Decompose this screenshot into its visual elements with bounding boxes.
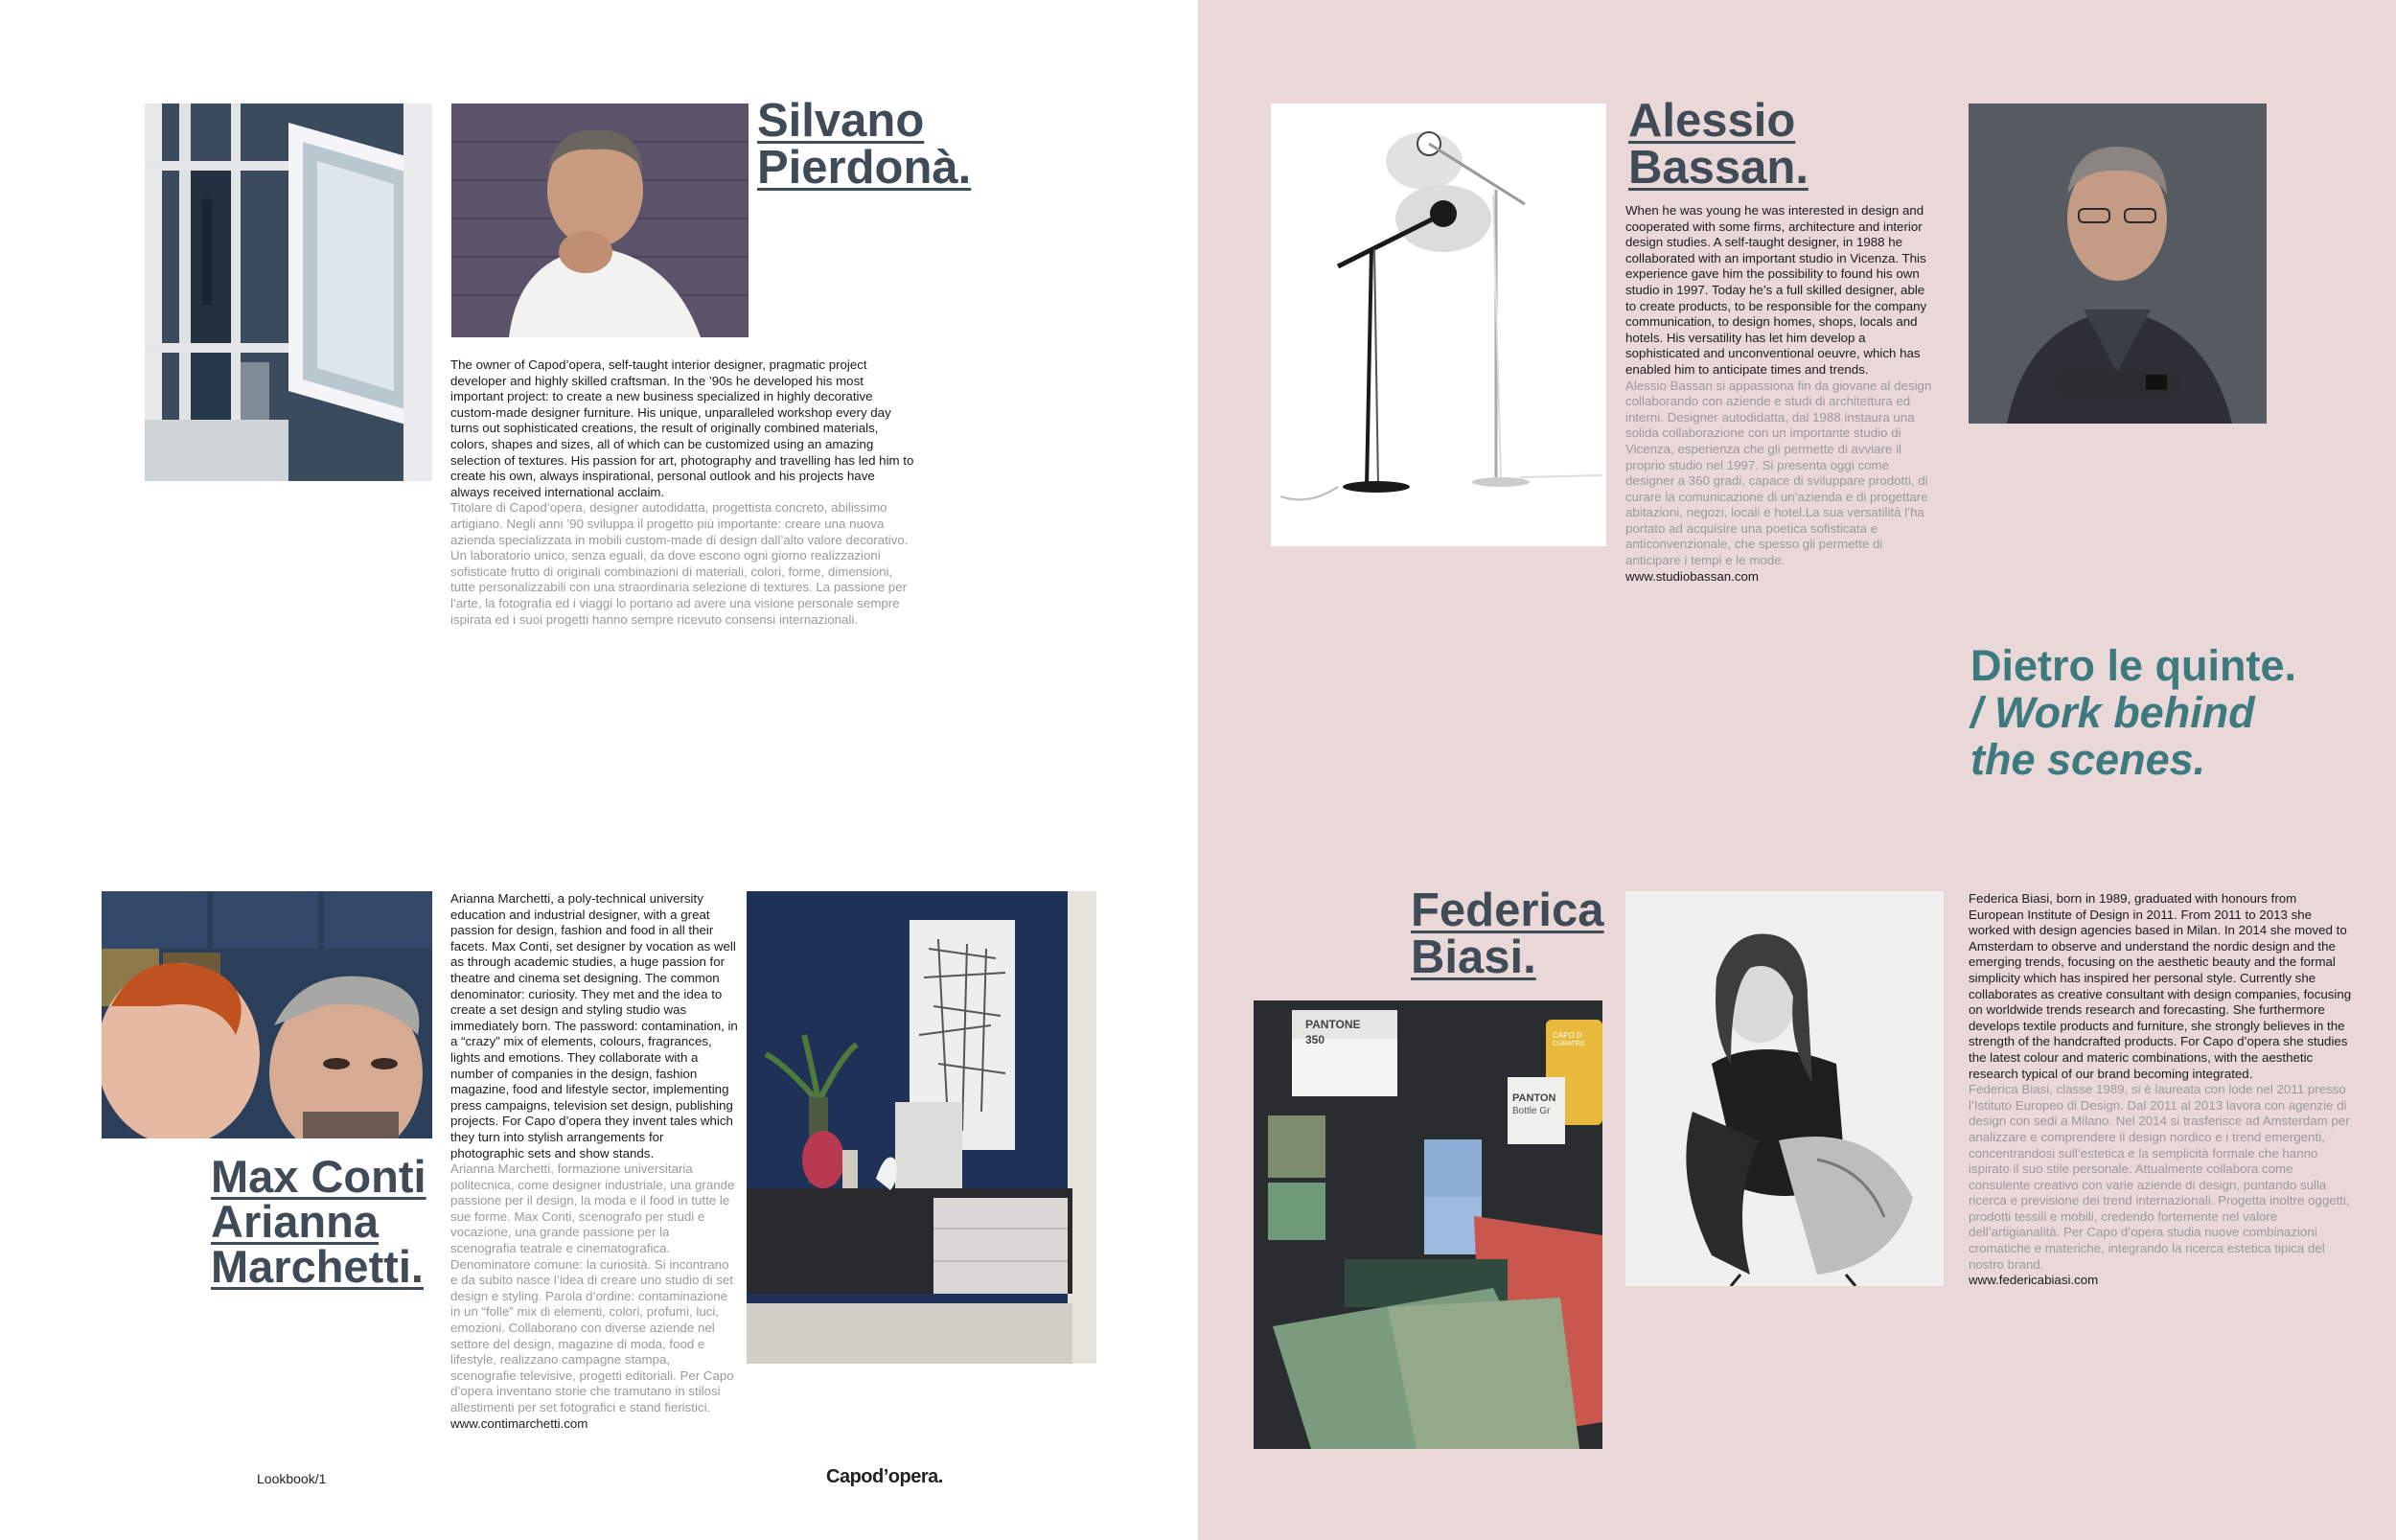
swatch-label-bottle: Bottle Gr (1512, 1106, 1551, 1116)
lamp-sketch-photo (1271, 103, 1606, 546)
silvano-bio (450, 357, 914, 628)
conti-bio-it: Arianna Marchetti, formazione universitaria politecnica, come designer industriale, una grande passione per il design, la moda e il food in tutte le sue forme. Max Conti, scenografo per studi e vocazione, una grande passione per la scenografia teatrale e cinematografica. Denominatore comune: la curiosità. Si incontrano e da subito nasce l’idea di creare uno studio di set design e styling. Parola d’ordine: contaminazione in un “folle” mix di elementi, colori, profumi, luci, emozioni. Collaborano con diverse aziende nel settore del design, magazine di moda, food e lifestyle, realizzano campagne stampa, scenografie televisive, progetti editoriali. Per Capo d’opera inventano storie che tramutano in stilosi allestimenti per set fotografici e stand fieristici. (450, 1161, 735, 1414)
footer-page-label: Lookbook/1 (257, 1471, 327, 1486)
capodopera-logo: Capod’opera. (826, 1466, 943, 1487)
biasi-name (1411, 887, 1604, 981)
headline-english-2: the scenes. (1970, 735, 2206, 784)
bassan-bio-it: Alessio Bassan si appassiona fin da giovane al design collaborando con aziende e studi di architettura ed interni. Designer autodidatta, dal 1988 instaura una solida collaborazione con un importante studio di Vicenza, esperienza che gli permette di avviare il proprio studio nel 1997. Si presenta oggi come designer a 360 gradi, capace di sviluppare prodotti, di curare la comunicazione di un’azienda e di progettare abitazioni, negozi, locali e hotel.La sua versatilità l’ha portato ad acquisire una poetica sofisticata e anticonvenzionale, che spesso gli permette di anticipare i tempi e le mode. (1625, 378, 1932, 568)
conti-marchetti-bio (450, 891, 738, 1432)
biasi-bio (1969, 891, 2352, 1289)
bassan-portrait-photo (1969, 103, 2267, 424)
biasi-name-line-2: Biasi. (1411, 931, 1536, 983)
conti-name-line-1: Max Conti (211, 1151, 426, 1202)
bassan-bio (1625, 203, 1938, 585)
biasi-website[interactable]: www.federicabiasi.com (1969, 1273, 2099, 1288)
silvano-bio-en: The owner of Capod’opera, self-taught interior designer, pragmatic project developer and highly skilled craftsman. In the ’90s he developed his most important project: to create a new business specialized in highly decorative custom-made designer furniture. His unique, unparalleled workshop every day turns out sophisticated creations, the result of originally combined materials, colors, shapes and sizes, all of which can be customized using an amazing selection of textures. His passion for art, photography and travelling has led him to create his own, always inspirational, personal outlook and his projects have always received international acclaim. (450, 357, 914, 499)
silvano-name-line-2: Pierdonà. (757, 142, 972, 194)
color-swatches-photo (1254, 1000, 1602, 1449)
right-page (1198, 0, 2396, 1540)
biasi-name-line-1: Federica (1411, 885, 1604, 936)
bassan-name (1628, 95, 1809, 194)
conti-name-line-2: Arianna (211, 1196, 379, 1247)
bassan-name-line-1: Alessio (1628, 95, 1796, 147)
headline-english-1: / Work behind (1970, 688, 2255, 737)
swatch-label-panton: PANTON (1512, 1092, 1556, 1104)
bassan-website[interactable]: www.studiobassan.com (1625, 568, 1759, 584)
headline-italian: Dietro le quinte. (1970, 641, 2297, 690)
bassan-name-line-2: Bassan. (1628, 142, 1809, 194)
swatch-label-curated: CURATED (1553, 1041, 1585, 1047)
conti-bio-en: Arianna Marchetti, a poly-technical university education and industrial designer, with a great passion for design, fashion and food in all their facets. Max Conti, set designer by vocation as well as through academic studies, a huge passion for theatre and cinema set designing. The common denominator: curiosity. They met and the idea to create a set design and styling studio was immediately born. The password: contamination, in a “crazy” mix of elements, colours, fragrances, lights and emotions. They collaborate with a number of companies in the design, fashion magazine, food and lifestyle sector, implementing press campaigns, television set design, publishing projects. For Capo d’opera they invent tales which they turn into stylish arrangements for photographic sets and show stands. (450, 891, 738, 1161)
silvano-portrait-photo (451, 103, 749, 337)
biasi-portrait-photo (1625, 891, 1944, 1286)
bassan-bio-en: When he was young he was interested in design and cooperated with some firms, architecture and interior design studies. A self-taught designer, in 1988 he collaborated with an important studio in Vicenza. This experience gave him the possibility to found his own studio in 1997. Today he’s a full skilled designer, able to create products, to be responsible for the company communication, to design homes, shops, locals and hotels. His versatility has let him develop a sophisticated and unconventional oeuvre, which has enabled him to anticipate times and trends. (1625, 203, 1927, 377)
conti-name-line-3: Marchetti. (211, 1241, 424, 1292)
biasi-bio-en: Federica Biasi, born in 1989, graduated with honours from European Institute of Design in 2011. From 2011 to 2013 she worked with design agencies based in Milan. In 2014 she moved to Amsterdam to observe and understand the nordic design and the emerging trends, focusing on the aesthetic beauty and the formal simplicity which has inspired her personal style. Currently she collaborates as creative consultant with design companies, focusing on worldwide trends research and forecasting. She furthermore develops textile products and furniture, she strongly believes in the strength of the handcrafted products. For Capo d’opera she studies the latest colour and materic combinations, with the aesthetic research typical of our brand becoming integrated. (1969, 891, 2352, 1081)
swatch-label-pantone: PANTONE (1305, 1018, 1361, 1031)
silvano-name (757, 95, 972, 194)
silvano-bio-it: Titolare di Capod’opera, designer autodidatta, progettista concreto, abilissimo artigiano. Negli anni ’90 sviluppa il progetto più importante: creare una nuova azienda specializzata in mobili custom-made di design dall’alto valore decorativo. Un laboratorio unico, senza eguali, da dove escono ogni giorno realizzazioni sofisticate frutto di originali combinazioni di materiali, colori, forme, dimensioni, tutte personalizzabili con una straordinaria selezione di textures. La passione per l’arte, la fotografia ed i viaggi lo portano ad avere una visione personale sempre ispirata ed i suoi progetti hanno sempre ricevuto consensi internazionali. (450, 500, 909, 627)
swatch-label-350: 350 (1305, 1033, 1325, 1046)
conti-marchetti-selfie-photo (102, 891, 432, 1138)
section-headline (1970, 642, 2373, 783)
sideboard-set-photo (747, 891, 1096, 1364)
interior-cabinet-photo (145, 103, 432, 481)
conti-marchetti-name (211, 1151, 426, 1292)
conti-website[interactable]: www.contimarchetti.com (450, 1415, 588, 1431)
swatch-label-capo: CAPO D (1553, 1031, 1582, 1040)
biasi-bio-it: Federica Biasi, classe 1989, si è laureata con lode nel 2011 presso l’Istituto Europeo di Design. Dal 2011 al 2013 lavora con agenzie di design con sedi a Milano. Nel 2014 si trasferisce ad Amsterdam per analizzare e comprendere il design nordico e i trend emergenti, concentrandosi sull’estetica e la semplicità formale che hanno ispirato il suo stile personale. Attualmente collabora come consulente creativo con varie aziende di design, puntando sulla ricerca e previsione dei trend internazionali. Progetta inoltre oggetti, prodotti tessili e mobili, credendo fortemente nel valore dell’artigianalità. Per Capo d’opera studia nuove combinazioni cromatiche e materiche, integrando la ricerca estetica tipica del nostro brand. (1969, 1082, 2350, 1272)
silvano-name-line-1: Silvano (757, 95, 925, 147)
